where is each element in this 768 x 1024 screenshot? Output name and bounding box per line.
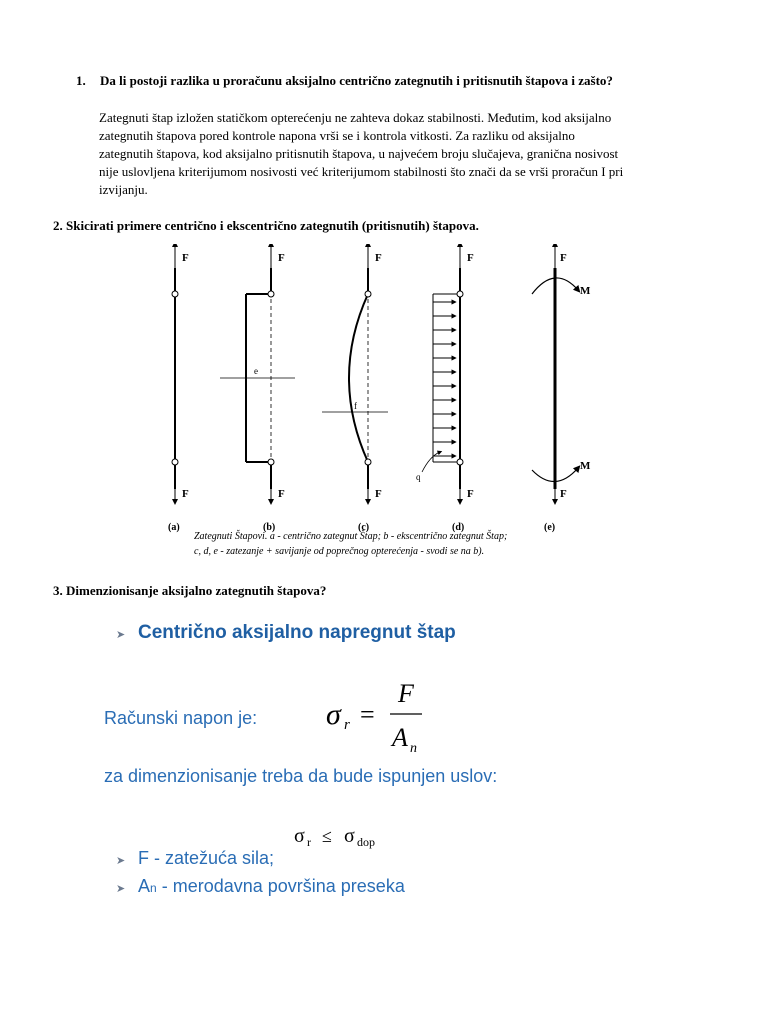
formula-numerator: F	[398, 679, 414, 708]
bullet-force	[116, 848, 274, 869]
bullet-area-sub: n	[150, 881, 157, 895]
bullet-area	[116, 876, 405, 897]
formula-denominator: A	[392, 723, 408, 752]
force-label: F	[467, 252, 474, 264]
answer-1-line: izvijanju.	[99, 182, 148, 197]
formula-sigma-sub: r	[344, 717, 350, 733]
question-1-text: Da li postoji razlika u proračunu aksijalno centrično zategnutih i pritisnutih štapova i zašto?	[100, 73, 613, 88]
figure-caption-line-2: c, d, e - zatezanje + savijanje od poprečnog opterećenja - svodi se na b).	[194, 546, 485, 557]
panel-a	[168, 244, 189, 533]
question-1	[76, 73, 613, 89]
condition-formula	[290, 822, 440, 852]
panel-label-a: (a)	[168, 522, 180, 533]
force-label: F	[182, 252, 189, 264]
moment-label: M	[580, 285, 591, 297]
force-label: F	[278, 252, 285, 264]
answer-1-line: Zategnuti štap izložen statičkom opterećenju ne zahteva dokaz stabilnosti. Međutim, kod aksijalno	[99, 110, 612, 125]
answer-1-paragraph	[99, 109, 719, 199]
figure-caption-line-1: Zategnuti Štapovi. a - centrično zategnut Štap; b - ekscentrično zategnut Štap;	[194, 531, 508, 542]
condition-sigma: σ	[294, 825, 305, 847]
panel-label-d: (d)	[452, 522, 465, 533]
deflection-label: f	[354, 401, 357, 411]
question-3: 3. Dimenzionisanje aksijalno zategnutih štapova?	[53, 583, 327, 598]
force-label: F	[560, 488, 567, 500]
stress-formula	[322, 676, 432, 756]
force-label: F	[560, 252, 567, 264]
tension-members-figure	[150, 244, 610, 564]
panel-label-b: (b)	[263, 522, 276, 533]
condition-sigma-dop: σ	[344, 825, 355, 847]
answer-1-line: zategnutih štapova pored kontrole napona vrši se i kontrola vitkosti. Za razliku od aksijalno	[99, 128, 575, 143]
formula-equals: =	[360, 700, 375, 729]
question-2: 2. Skicirati primere centrično i ekscentrično zategnutih (pritisnutih) štapova.	[53, 218, 479, 233]
bullet-arrow-icon: ➤	[116, 855, 126, 867]
condition-op: ≤	[322, 826, 332, 846]
panel-e	[532, 244, 591, 533]
panel-d	[416, 244, 474, 533]
condition-sigma-sub: r	[307, 835, 311, 849]
bullet-area-text: - merodavna površina preseka	[156, 876, 405, 896]
formula-sigma: σ	[326, 698, 341, 731]
force-label: F	[467, 488, 474, 500]
answer-1-line: nije uslovljena kriterijumom nosivosti već kriterijumom stabilnosti što znači da se vrši proračun I pri	[99, 164, 624, 179]
bullet-area-symbol: A	[138, 876, 151, 896]
panel-c	[322, 244, 388, 533]
force-label: F	[278, 488, 285, 500]
computed-stress-label: Računski napon je:	[104, 708, 258, 728]
load-label: q	[416, 472, 421, 482]
slide-heading	[116, 622, 456, 644]
eccentricity-label: e	[254, 366, 258, 376]
formula-denominator-sub: n	[410, 741, 417, 756]
bullet-arrow-icon: ➤	[116, 629, 126, 641]
slide-heading-text: Centrično aksijalno napregnut štap	[138, 622, 456, 643]
panel-label-c: (c)	[358, 522, 370, 533]
force-label: F	[182, 488, 189, 500]
bullet-arrow-icon: ➤	[116, 883, 126, 895]
panel-b	[220, 244, 295, 533]
condition-sigma-dop-sub: dop	[357, 835, 375, 849]
moment-label: M	[580, 460, 591, 472]
question-1-number: 1.	[76, 73, 86, 88]
bullet-force-text: F - zatežuća sila;	[138, 848, 275, 868]
answer-1-line: zategnutih štapova, kod aksijalno pritisnutih štapova, u najvećem broju slučajeva, granična nosivost	[99, 146, 619, 161]
force-label: F	[375, 488, 382, 500]
force-label: F	[375, 252, 382, 264]
panel-label-e: (e)	[544, 522, 556, 533]
condition-text: za dimenzionisanje treba da bude ispunjen uslov:	[104, 766, 498, 786]
